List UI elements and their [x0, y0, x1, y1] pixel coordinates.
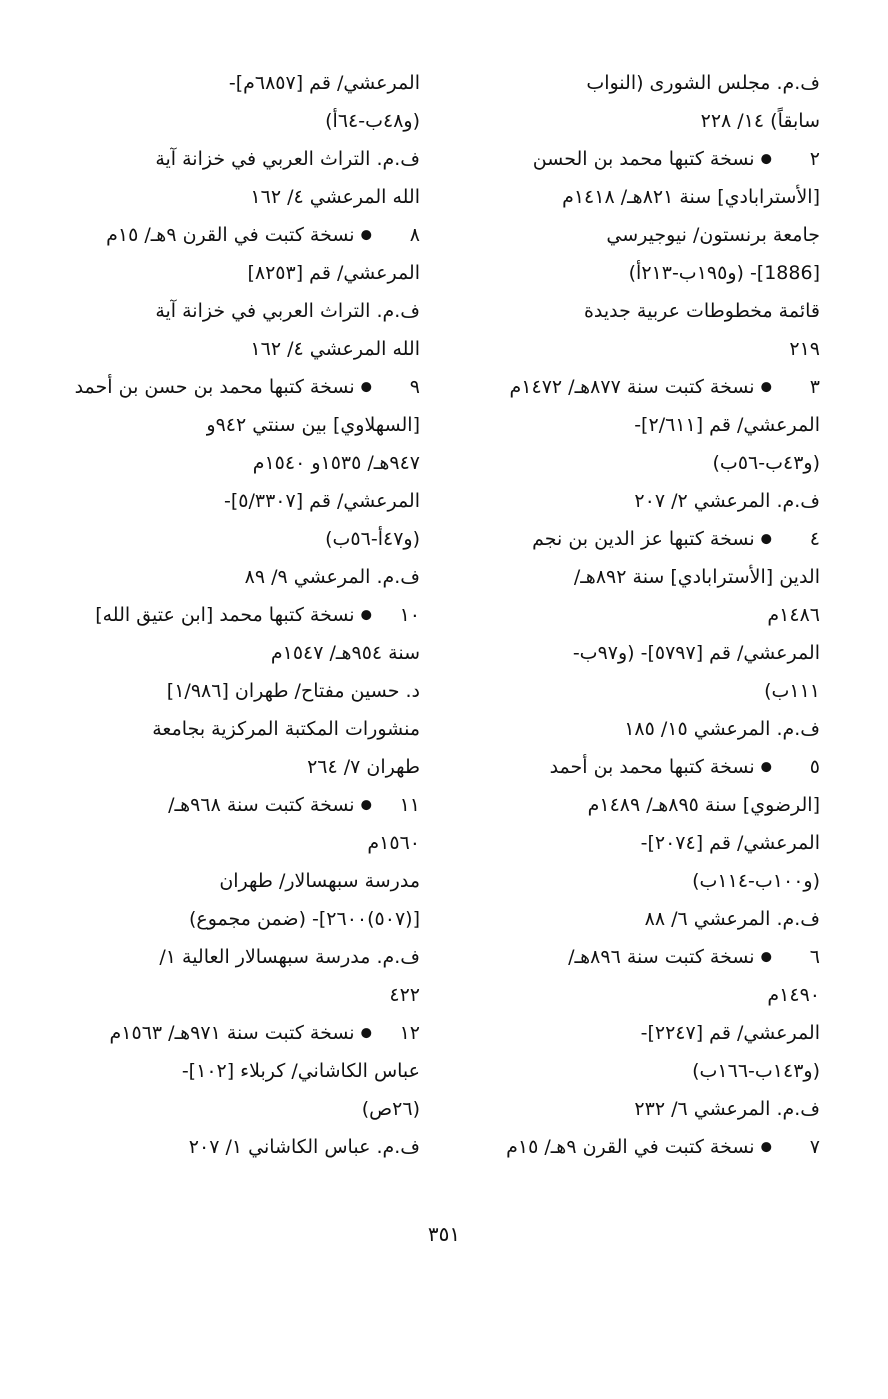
text-line	[389, 976, 420, 1014]
line-text: منشورات المكتبة المركزية بجامعة	[152, 718, 420, 740]
page-number: ٣٥١	[427, 1222, 461, 1246]
bullet-icon: ●	[360, 379, 372, 395]
line-text: نسخة كتبها محمد بن الحسن	[532, 148, 755, 170]
text-line	[510, 368, 820, 406]
text-line	[624, 710, 820, 748]
entry-number: ٧	[809, 1136, 820, 1158]
bullet-icon: ●	[360, 607, 372, 623]
text-line	[219, 862, 420, 900]
entry-number: ١٢	[399, 1022, 420, 1044]
line-text: [الرضوي] سنة ٨٩٥هـ/ ١٤٨٩م	[587, 794, 820, 816]
text-line	[224, 482, 420, 520]
bullet-icon: ●	[760, 531, 772, 547]
line-text: (و٤٣ب-٥٦ب)	[712, 452, 820, 474]
line-text: د. حسين مفتاح/ طهران [١/٩٨٦]	[166, 680, 420, 702]
line-text: جامعة برنستون/ نيوجيرسي	[606, 224, 820, 246]
entry-number: ٩	[409, 376, 420, 398]
entry-number: ٦	[809, 946, 820, 968]
text-line	[634, 1090, 820, 1128]
text-line	[584, 292, 820, 330]
text-line	[568, 938, 820, 976]
bullet-icon: ●	[360, 1025, 372, 1041]
line-text: (و١٠٠ب-١١٤ب)	[692, 870, 820, 892]
entry-number: ٣	[809, 376, 820, 398]
text-line	[533, 140, 820, 178]
text-line	[713, 444, 821, 482]
text-line	[767, 596, 820, 634]
line-text: (و١٤٣ب-١٦٦ب)	[692, 1060, 820, 1082]
text-line	[182, 1052, 420, 1090]
line-text: ٩٤٧هـ/ ١٥٣٥و ١٥٤٠م	[252, 452, 420, 474]
text-line	[245, 558, 420, 596]
line-text: سابقاً) ١٤/ ٢٢٨	[700, 110, 820, 132]
text-line	[645, 900, 820, 938]
text-line	[701, 102, 820, 140]
text-line	[767, 976, 820, 1014]
text-line	[189, 1128, 420, 1166]
text-line	[362, 1090, 420, 1128]
text-line	[764, 672, 820, 710]
entry-number: ٢	[809, 148, 820, 170]
line-text: ١٤٨٦م	[767, 604, 820, 626]
line-text: (و٤٨ب-٦٤أ)	[325, 110, 420, 132]
line-text: نسخة كتبت سنة ٨٩٦هـ/	[568, 946, 755, 968]
text-line	[606, 216, 820, 254]
line-text: ف.م. المرعشي ١٥/ ١٨٥	[624, 718, 820, 740]
line-text: المرعشي/ قم [٢/٦١١]-	[634, 414, 820, 436]
line-text: طهران ٧/ ٢٦٤	[307, 756, 420, 778]
bullet-icon: ●	[760, 151, 772, 167]
line-text: ف.م. المرعشي ٦/ ٨٨	[644, 908, 820, 930]
text-line	[229, 64, 420, 102]
line-text: ف.م. التراث العربي في خزانة آية	[155, 148, 420, 170]
text-line	[574, 558, 820, 596]
line-text: المرعشي/ قم [٥/٣٣٠٧]-	[224, 490, 420, 512]
entry-number: ١٠	[399, 604, 420, 626]
text-line	[641, 1014, 820, 1052]
line-text: ١٤٩٠م	[767, 984, 820, 1006]
line-text: [1886]- (و١٩٥ب-٢١٣أ)	[628, 262, 820, 284]
text-line	[206, 406, 420, 444]
text-line	[562, 178, 820, 216]
text-line	[271, 634, 420, 672]
text-line	[634, 406, 820, 444]
entry-number: ٤	[809, 528, 820, 550]
text-line	[307, 748, 420, 786]
line-text: المرعشي/ قم [٨٢٥٣]	[247, 262, 420, 284]
line-text: (و٤٧أ-٥٦ب)	[325, 528, 420, 550]
bullet-icon: ●	[760, 949, 772, 965]
text-line	[532, 520, 820, 558]
line-text: ف.م. المرعشي ٢/ ٢٠٧	[634, 490, 820, 512]
text-line	[106, 216, 420, 254]
line-text: نسخة كتبها محمد بن أحمد	[549, 756, 755, 778]
line-text: المرعشي/ قم [٢٢٤٧]-	[640, 1022, 820, 1044]
line-text: ف.م. المرعشي ٩/ ٨٩	[244, 566, 420, 588]
text-line	[168, 786, 420, 824]
line-text: ف.م. مجلس الشورى (النواب	[586, 72, 820, 94]
line-text: ١١١ب)	[764, 680, 820, 702]
text-line	[573, 634, 820, 672]
entry-number: ٥	[809, 756, 820, 778]
text-line	[634, 482, 820, 520]
line-text: [الأسترابادي] سنة ٨٢١هـ/ ١٤١٨م	[562, 186, 820, 208]
line-text: المرعشي/ قم [٢٠٧٤]-	[640, 832, 820, 854]
line-text: نسخة كتبها محمد [ابن عتيق الله]	[95, 604, 355, 626]
line-text: ف.م. التراث العربي في خزانة آية	[155, 300, 420, 322]
bullet-icon: ●	[360, 797, 372, 813]
line-text: ٤٢٢	[389, 984, 420, 1006]
text-line	[155, 140, 420, 178]
line-text: عباس الكاشاني/ كربلاء [١٠٢]-	[181, 1060, 420, 1082]
line-text: ١٥٦٠م	[367, 832, 420, 854]
line-text: نسخة كتبت في القرن ٩هـ/ ١٥م	[106, 224, 355, 246]
line-text: الله المرعشي ٤/ ١٦٢	[250, 186, 420, 208]
entry-number: ١١	[399, 794, 420, 816]
bullet-icon: ●	[760, 1139, 772, 1155]
text-line	[550, 748, 820, 786]
text-line	[253, 444, 420, 482]
bullet-icon: ●	[360, 227, 372, 243]
line-text: ف.م. المرعشي ٦/ ٢٣٢	[634, 1098, 820, 1120]
text-line	[588, 786, 820, 824]
line-text: ف.م. مدرسة سبهسالار العالية ١/	[159, 946, 420, 968]
line-text: ٢١٩	[789, 338, 820, 360]
entry-number: ٨	[409, 224, 420, 246]
text-line	[629, 254, 820, 292]
text-line	[167, 672, 420, 710]
text-line	[692, 1052, 820, 1090]
line-text: نسخة كتبت سنة ٩٧١هـ/ ١٥٦٣م	[109, 1022, 355, 1044]
text-line	[189, 900, 420, 938]
text-line	[247, 254, 420, 292]
text-line	[506, 1128, 820, 1166]
text-line	[789, 330, 820, 368]
line-text: نسخة كتبت سنة ٩٦٨هـ/	[168, 794, 355, 816]
line-text: نسخة كتبها محمد بن حسن بن أحمد	[74, 376, 355, 398]
line-text: [(٥٠٧)٢٦٠٠]- (ضمن مجموع)	[188, 908, 420, 930]
text-line	[367, 824, 420, 862]
text-line	[325, 520, 420, 558]
text-line	[325, 102, 420, 140]
bullet-icon: ●	[760, 379, 772, 395]
line-text: [السهلاوي] بين سنتي ٩٤٢و	[206, 414, 420, 436]
line-text: نسخة كتبها عز الدين بن نجم	[532, 528, 755, 550]
line-text: المرعشي/ قم [٥٧٩٧]- (و٩٧ب-	[572, 642, 820, 664]
text-line	[152, 710, 420, 748]
text-line	[586, 64, 820, 102]
text-line	[641, 824, 820, 862]
line-text: الله المرعشي ٤/ ١٦٢	[250, 338, 420, 360]
line-text: ف.م. عباس الكاشاني ١/ ٢٠٧	[188, 1136, 420, 1158]
line-text: (٢٦ص)	[361, 1098, 420, 1120]
text-line	[110, 1014, 420, 1052]
line-text: مدرسة سبهسالار/ طهران	[219, 870, 420, 892]
line-text: سنة ٩٥٤هـ/ ١٥٤٧م	[270, 642, 420, 664]
line-text: الدين [الأسترابادي] سنة ٨٩٢هـ/	[573, 566, 820, 588]
text-line	[250, 330, 420, 368]
text-line	[692, 862, 820, 900]
text-line	[159, 938, 420, 976]
text-line	[75, 368, 420, 406]
line-text: نسخة كتبت في القرن ٩هـ/ ١٥م	[506, 1136, 755, 1158]
line-text: قائمة مخطوطات عربية جديدة	[583, 300, 820, 322]
line-text: نسخة كتبت سنة ٨٧٧هـ/ ١٤٧٢م	[509, 376, 755, 398]
text-line	[250, 178, 420, 216]
line-text: المرعشي/ قم [٦٨٥٧م]-	[228, 72, 420, 94]
bullet-icon: ●	[760, 759, 772, 775]
text-line	[95, 596, 420, 634]
text-line	[155, 292, 420, 330]
